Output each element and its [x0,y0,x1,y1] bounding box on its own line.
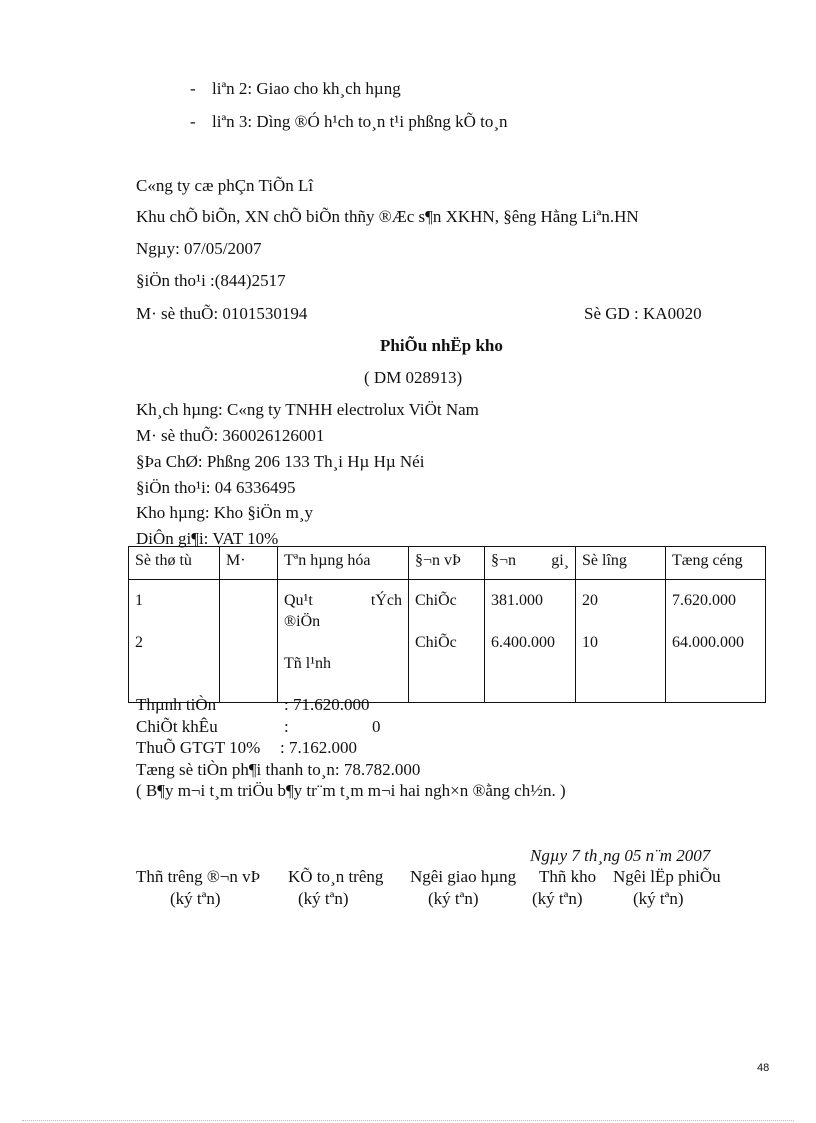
cell-name [278,580,409,703]
signature-mark-preparer: (ký tªn) [633,889,684,908]
cell-unit [409,580,485,703]
items-table [128,546,766,703]
customer-name: Kh¸ch hµng: C«ng ty TNHH electrolux ViÖt Nam [136,400,479,419]
amount-in-words: ( B¶y m¬i t¸m triÖu b¶y tr¨m t¸m m¬i hai ngh×n ®ằng ch½n. ) [136,781,566,800]
stt-2: 2 [135,634,143,651]
total-2: 64.000.000 [672,634,744,651]
company-tax-code: M· sè thuÕ: 0101530194 [136,304,308,323]
bullet-item: liªn 2: Giao cho kh¸ch hµng [212,79,401,98]
signature-mark-storekeeper: (ký tªn) [532,889,583,908]
table-header-row [129,547,766,580]
document-date: Ngµy: 07/05/2007 [136,239,262,258]
cell-total [666,580,766,703]
customer-tax-code: M· sè thuÕ: 360026126001 [136,426,325,445]
customer-phone: §iÖn tho¹i: 04 6336495 [136,478,296,497]
col-header-price-b: gi¸ [551,552,569,569]
signature-role-director: Thñ trêng ®¬n vÞ [136,867,261,886]
qty-2: 10 [582,634,598,651]
col-header-unit: §¬n vÞ [409,547,485,580]
discount-value: 0 [372,717,381,736]
signature-role-storekeeper: Thñ kho [539,867,597,886]
col-header-code: M· [220,547,278,580]
signature-role-preparer: Ngêi lËp phiÕu [613,867,721,886]
company-name: C«ng ty cæ phÇn TiÕn Lî [136,176,314,195]
subtotal-label: Thµnh tiÒn [136,695,217,714]
cell-code [220,580,278,703]
col-header-price [485,547,576,580]
bullet-dash: - [190,79,196,98]
subtotal-value: : 71.620.000 [284,695,370,714]
signature-mark-chief-accountant: (ký tªn) [298,889,349,908]
customer-address: §Þa ChØ: Phßng 206 133 Th¸i Hµ Hµ Néi [136,452,425,471]
code-2 [226,632,271,653]
vat-label: ThuÕ GTGT 10% [136,738,261,757]
discount-colon: : [284,717,289,736]
col-header-total: Tæng céng [666,547,766,580]
signature-role-deliverer: Ngêi giao hµng [410,867,517,886]
col-header-stt: Sè thø tù [129,547,220,580]
unit-2: ChiÕc [415,634,457,651]
signature-role-chief-accountant: KÕ to¸n trêng [288,867,384,886]
cell-stt [129,580,220,703]
company-phone: §iÖn tho¹i :(844)2517 [136,271,286,290]
page-number: 48 [757,1062,770,1074]
total-1: 7.620.000 [672,592,736,609]
bullet-dash: - [190,112,196,131]
company-address: Khu chÕ biÕn, XN chÕ biÕn thñy ®Æc s¶n XKHN, §êng Hằng Liªn.HN [136,207,639,226]
signature-mark-deliverer: (ký tªn) [428,889,479,908]
col-header-price-a: §¬n [491,552,517,569]
cell-qty [576,580,666,703]
name-1-a: Qu¹t [284,592,313,609]
table-row [129,580,766,703]
gd-number: Sè GD : KA0020 [584,304,702,323]
page-bottom-divider [22,1120,794,1121]
vat-value: : 7.162.000 [280,738,357,757]
description: DiÔn gi¶i: VAT 10% [136,529,279,548]
cell-price [485,580,576,703]
grand-total: Tæng sè tiÒn ph¶i thanh to¸n: 78.782.000 [136,760,421,779]
document-title: PhiÕu nhËp kho [380,336,503,355]
code-1 [226,590,271,611]
sign-date: Ngµy 7 th¸ng 05 n¨m 2007 [530,846,711,865]
name-2: Tñ l¹nh [284,655,332,672]
qty-1: 20 [582,592,598,609]
warehouse: Kho hµng: Kho §iÖn m¸y [136,503,313,522]
stt-1: 1 [135,592,143,609]
price-1: 381.000 [491,592,543,609]
price-2: 6.400.000 [491,634,555,651]
discount-label: ChiÕt khÊu [136,717,218,736]
col-header-name: Tªn hµng hóa [278,547,409,580]
col-header-qty: Sè lîng [576,547,666,580]
signature-mark-director: (ký tªn) [170,889,221,908]
name-1-b: tÝch [370,592,402,609]
unit-1: ChiÕc [415,592,457,609]
name-1-c: ®iÖn [284,613,321,630]
bullet-item: liªn 3: Dìng ®Ó h¹ch to¸n t¹i phßng kÕ to¸n [212,112,508,131]
document-code: ( DM 028913) [364,368,463,387]
